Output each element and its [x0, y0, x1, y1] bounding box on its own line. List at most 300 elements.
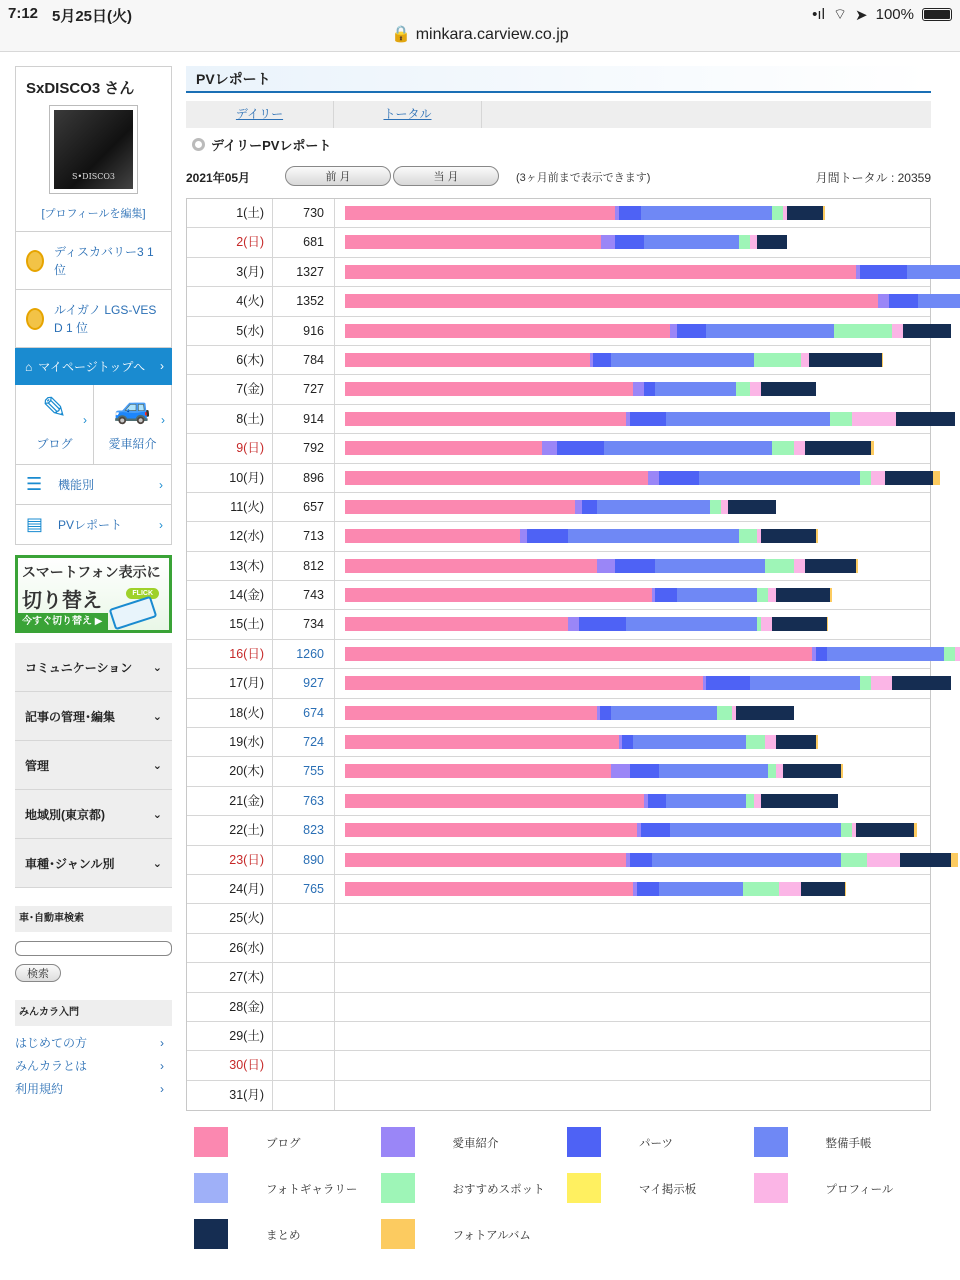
bar-segment-profile	[721, 500, 728, 514]
legend-label: 整備手帳	[825, 1138, 872, 1150]
bar-segment-summary	[783, 764, 841, 778]
bar-segment-blog	[345, 441, 542, 455]
table-row	[187, 552, 930, 581]
bar-segment-summary	[736, 706, 794, 720]
accordion-article-manage[interactable]	[15, 692, 172, 741]
bar-segment-maint	[918, 294, 960, 308]
bar-segment-spot	[830, 412, 852, 426]
bar-segment-maint	[659, 764, 769, 778]
link-label: 利用規約	[15, 1082, 64, 1096]
legend-item-album	[381, 1219, 567, 1249]
legend-swatch	[567, 1173, 601, 1203]
accordion-car-genre[interactable]	[15, 839, 172, 888]
pv-cell	[273, 934, 335, 962]
avatar[interactable]	[49, 105, 138, 194]
bar-segment-maint	[655, 559, 765, 573]
bar-segment-blog	[345, 324, 670, 338]
bar-cell	[335, 934, 930, 962]
bar-segment-spot	[739, 235, 750, 249]
bar-segment-blog	[345, 294, 878, 308]
bar-segment-blog	[345, 676, 703, 690]
table-row	[187, 375, 930, 404]
bar-segment-summary	[772, 617, 827, 631]
bar-segment-maint	[641, 206, 772, 220]
bar-segment-parts	[648, 794, 666, 808]
bar-segment-blog	[345, 412, 626, 426]
sidebar-accordion	[15, 643, 172, 888]
rank-line: D 1 位	[54, 320, 89, 335]
bar-segment-maint	[644, 235, 739, 249]
bar-cell	[335, 258, 930, 286]
bar-segment-summary	[801, 882, 845, 896]
bar-segment-summary	[892, 676, 950, 690]
bar-cell	[335, 757, 930, 785]
pv-cell: 1352	[273, 287, 335, 315]
legend-item-profile	[754, 1173, 940, 1203]
bar-segment-blog	[345, 235, 601, 249]
menu-functions[interactable]	[15, 465, 172, 505]
date-cell: 10(月)	[187, 464, 273, 492]
home-icon: ⌂	[25, 359, 33, 374]
bar-segment-maint	[666, 794, 746, 808]
daily-heading-text: デイリーPVレポート	[211, 137, 332, 153]
bar-segment-profile	[776, 764, 783, 778]
list-icon: ☰	[26, 474, 43, 494]
table-row	[187, 287, 930, 316]
battery-icon	[922, 8, 952, 21]
table-row	[187, 522, 930, 551]
profile-box	[15, 66, 172, 232]
bar-segment-blog	[345, 353, 590, 367]
bar-segment-car	[575, 500, 582, 514]
legend-swatch	[567, 1127, 601, 1157]
pv-cell	[273, 1081, 335, 1110]
bar-segment-profile	[761, 617, 772, 631]
bar-segment-album	[816, 735, 818, 749]
bar-segment-summary	[805, 441, 871, 455]
bar-segment-album	[827, 617, 828, 631]
avatar-image	[54, 110, 133, 189]
date-cell: 6(木)	[187, 346, 273, 374]
status-time: 7:12	[8, 5, 39, 22]
bar-segment-blog	[345, 206, 615, 220]
table-row	[187, 757, 930, 786]
bar-segment-car	[520, 529, 527, 543]
pv-cell: 914	[273, 405, 335, 433]
radio-icon	[192, 138, 205, 151]
status-indicators	[812, 5, 952, 24]
bar-cell	[335, 405, 930, 433]
bar-segment-album	[823, 206, 825, 220]
bar-cell	[335, 346, 930, 374]
pv-cell	[273, 1022, 335, 1050]
bar-segment-summary	[856, 823, 914, 837]
pv-cell: 681	[273, 228, 335, 256]
chevron-right-icon: ›	[160, 1036, 164, 1050]
bar-segment-blog	[345, 382, 633, 396]
table-row	[187, 728, 930, 757]
car-search-button[interactable]: 検索	[15, 964, 61, 982]
chevron-down-icon: ⌄	[152, 710, 162, 723]
legend-swatch	[381, 1173, 415, 1203]
pv-cell[interactable]: 763	[273, 787, 335, 815]
bar-segment-blog	[345, 529, 520, 543]
bar-segment-parts	[641, 823, 670, 837]
pv-cell[interactable]: 890	[273, 846, 335, 874]
legend-swatch	[754, 1173, 788, 1203]
pv-bar	[345, 353, 883, 367]
accordion-region[interactable]	[15, 790, 172, 839]
bar-segment-parts	[644, 382, 655, 396]
range-note: (3ヶ月前まで表示できます)	[516, 172, 651, 184]
pv-cell	[273, 1051, 335, 1079]
chevron-right-icon: ›	[160, 1059, 164, 1073]
table-row	[187, 993, 930, 1022]
bar-segment-parts	[677, 324, 706, 338]
bar-segment-profile	[871, 471, 886, 485]
bar-segment-car	[611, 764, 629, 778]
bar-cell	[335, 1081, 930, 1110]
bar-segment-summary	[761, 794, 838, 808]
address-bar[interactable]	[0, 24, 960, 44]
bar-segment-maint	[659, 882, 743, 896]
legend-item-board	[567, 1173, 753, 1203]
pv-cell: 896	[273, 464, 335, 492]
bar-segment-car	[542, 441, 557, 455]
bar-segment-blog	[345, 647, 812, 661]
smartphone-switch-banner[interactable]	[15, 555, 172, 633]
bar-cell	[335, 875, 930, 903]
bar-segment-maint	[706, 324, 834, 338]
pv-cell: 916	[273, 317, 335, 345]
daily-report-heading	[186, 134, 931, 154]
table-row	[187, 405, 930, 434]
tile-car[interactable]	[93, 385, 171, 464]
medal-icon	[26, 250, 44, 272]
pv-bar	[345, 412, 955, 426]
table-row	[187, 199, 930, 228]
bar-segment-maint	[699, 471, 860, 485]
intro-link-terms[interactable]	[15, 1078, 172, 1101]
bar-segment-maint	[907, 265, 960, 279]
bar-cell	[335, 493, 930, 521]
accordion-manage[interactable]	[15, 741, 172, 790]
intro-link-about[interactable]	[15, 1055, 172, 1078]
bar-segment-parts	[622, 735, 633, 749]
bar-segment-spot	[717, 706, 732, 720]
bar-segment-summary	[900, 853, 951, 867]
bar-segment-album	[856, 559, 858, 573]
bar-segment-spot	[739, 529, 757, 543]
mypage-label: マイページトップへ	[38, 360, 146, 374]
chevron-right-icon: ›	[83, 413, 87, 427]
pv-cell: 1327	[273, 258, 335, 286]
edit-profile-link[interactable]: [プロフィールを編集]	[41, 208, 146, 220]
bar-segment-spot	[768, 764, 775, 778]
bar-segment-spot	[746, 735, 764, 749]
bar-segment-maint	[568, 529, 740, 543]
chevron-down-icon: ⌄	[152, 759, 162, 772]
battery-percent: 100%	[875, 6, 914, 23]
bar-segment-parts	[630, 853, 652, 867]
bar-segment-blog	[345, 588, 652, 602]
pv-bar	[345, 235, 787, 249]
date-cell: 14(金)	[187, 581, 273, 609]
bar-segment-profile	[754, 794, 761, 808]
legend-item-blog	[194, 1127, 380, 1157]
bar-cell	[335, 375, 930, 403]
car-search-input[interactable]	[15, 941, 172, 956]
rank-line: 位	[54, 262, 67, 277]
bar-segment-blog	[345, 706, 597, 720]
bar-segment-parts	[637, 882, 659, 896]
bar-segment-blog	[345, 764, 611, 778]
bar-segment-maint	[611, 706, 717, 720]
pv-cell[interactable]: 765	[273, 875, 335, 903]
pv-bar	[345, 823, 917, 837]
page-title: PVレポート	[186, 66, 931, 93]
pv-cell: 743	[273, 581, 335, 609]
bar-segment-album	[914, 823, 916, 837]
date-cell: 2(日)	[187, 228, 273, 256]
bar-segment-blog	[345, 823, 637, 837]
date-cell: 27(木)	[187, 963, 273, 991]
bar-segment-spot	[754, 353, 801, 367]
accordion-label: 管理	[25, 758, 50, 773]
legend-item-car	[381, 1127, 567, 1157]
legend-label: 愛車紹介	[452, 1138, 499, 1150]
bar-cell	[335, 669, 930, 697]
bar-cell	[335, 846, 930, 874]
bar-segment-spot	[746, 794, 753, 808]
bar-cell	[335, 522, 930, 550]
bar-segment-blog	[345, 617, 568, 631]
date-cell: 15(土)	[187, 610, 273, 638]
wifi-icon: ⌔	[832, 6, 848, 23]
bar-segment-spot	[841, 823, 852, 837]
bar-cell	[335, 1022, 930, 1050]
bar-segment-spot	[772, 441, 794, 455]
table-row	[187, 875, 930, 904]
legend-label: プロフィール	[825, 1184, 894, 1196]
bar-segment-album	[830, 588, 831, 602]
avatar-caption: S•DISCO3	[71, 172, 116, 181]
rank-text	[54, 243, 154, 279]
table-row	[187, 1081, 930, 1110]
banner-line2: 切り替え	[22, 590, 102, 612]
chevron-down-icon: ⌄	[152, 857, 162, 870]
intro-links	[15, 1032, 172, 1101]
bar-segment-car	[648, 471, 659, 485]
chevron-right-icon: ›	[160, 359, 164, 373]
lock-icon: 🔒	[391, 26, 412, 43]
rank-line: ディスカバリー3 1	[54, 244, 154, 259]
bar-cell	[335, 581, 930, 609]
location-icon: ➤	[855, 6, 868, 24]
bar-segment-profile	[852, 412, 896, 426]
table-row	[187, 904, 930, 933]
bar-cell	[335, 287, 930, 315]
bar-segment-spot	[841, 853, 867, 867]
car-search-heading: 車･自動車検索	[15, 906, 172, 932]
pv-bar	[345, 324, 951, 338]
table-row	[187, 464, 930, 493]
rank-item-discovery[interactable]	[15, 232, 172, 290]
table-row	[187, 934, 930, 963]
bar-segment-profile	[955, 647, 960, 661]
bar-segment-maint	[666, 412, 830, 426]
bar-segment-maint	[670, 823, 842, 837]
pv-bar	[345, 882, 846, 896]
bar-cell	[335, 963, 930, 991]
bar-segment-album	[841, 764, 842, 778]
pv-cell[interactable]: 1260	[273, 640, 335, 668]
prev-month-button[interactable]: 前 月	[285, 166, 391, 186]
pv-bar	[345, 529, 818, 543]
bar-segment-spot	[743, 882, 780, 896]
menu-pv-report[interactable]	[15, 505, 172, 545]
legend-swatch	[381, 1219, 415, 1249]
bar-segment-car	[601, 235, 616, 249]
sidebar	[15, 66, 172, 1101]
bar-segment-profile	[768, 588, 775, 602]
bar-segment-profile	[867, 853, 900, 867]
bar-segment-summary	[903, 324, 950, 338]
legend-label: マイ掲示板	[639, 1184, 697, 1196]
date-cell: 29(土)	[187, 1022, 273, 1050]
pv-cell: 730	[273, 199, 335, 227]
chevron-down-icon: ⌄	[152, 661, 162, 674]
intro-link-first-time[interactable]	[15, 1032, 172, 1055]
bar-segment-parts	[630, 764, 659, 778]
table-row	[187, 816, 930, 845]
status-bar	[0, 0, 960, 52]
bar-segment-parts	[557, 441, 604, 455]
tile-row	[15, 385, 172, 465]
bar-segment-car	[568, 617, 579, 631]
main-content	[186, 66, 931, 1242]
pv-cell: 792	[273, 434, 335, 462]
bar-segment-spot	[860, 471, 871, 485]
bar-segment-parts	[619, 206, 641, 220]
menu-label: 機能別	[58, 478, 95, 492]
bar-segment-summary	[776, 588, 831, 602]
bar-cell	[335, 317, 930, 345]
chevron-right-icon: ›	[161, 413, 165, 427]
bar-segment-profile	[794, 441, 805, 455]
pv-cell[interactable]: 724	[273, 728, 335, 756]
table-row	[187, 493, 930, 522]
bar-segment-parts	[579, 617, 626, 631]
current-month-button[interactable]: 当 月	[393, 166, 499, 186]
date-cell: 3(月)	[187, 258, 273, 286]
bar-segment-profile	[892, 324, 903, 338]
rank-item-louisgarneau[interactable]	[15, 290, 172, 348]
bar-segment-parts	[527, 529, 567, 543]
bar-segment-car	[597, 559, 615, 573]
bar-segment-parts	[659, 471, 699, 485]
pv-bar	[345, 265, 960, 279]
table-row	[187, 669, 930, 698]
tab-total[interactable]: トータル	[334, 101, 482, 128]
bar-segment-car	[670, 324, 677, 338]
bar-segment-parts	[706, 676, 750, 690]
mypage-top-button[interactable]	[15, 348, 172, 385]
bar-segment-spot	[944, 647, 955, 661]
pv-cell: 657	[273, 493, 335, 521]
pv-bar	[345, 382, 816, 396]
chevron-right-icon: ›	[159, 477, 163, 492]
bar-segment-spot	[710, 500, 721, 514]
pv-bar	[345, 647, 960, 661]
bar-segment-car	[878, 294, 889, 308]
pv-cell[interactable]: 927	[273, 669, 335, 697]
accordion-communication[interactable]	[15, 643, 172, 692]
pv-bar	[345, 588, 832, 602]
pv-bar	[345, 617, 828, 631]
pv-bar	[345, 764, 843, 778]
legend-label: パーツ	[639, 1138, 674, 1150]
bar-cell	[335, 904, 930, 932]
bar-segment-car	[633, 382, 644, 396]
banner-flick: FLICK	[126, 588, 159, 599]
pv-cell[interactable]: 755	[273, 757, 335, 785]
bar-segment-profile	[765, 735, 776, 749]
tab-daily[interactable]: デイリー	[186, 101, 334, 128]
date-cell: 13(木)	[187, 552, 273, 580]
bar-segment-parts	[816, 647, 827, 661]
table-row	[187, 434, 930, 463]
table-row	[187, 317, 930, 346]
bar-segment-summary	[761, 382, 816, 396]
bar-cell	[335, 699, 930, 727]
bar-segment-blog	[345, 853, 626, 867]
pv-cell[interactable]: 674	[273, 699, 335, 727]
bar-segment-maint	[677, 588, 757, 602]
bar-segment-maint	[655, 382, 735, 396]
date-cell: 12(水)	[187, 522, 273, 550]
chevron-down-icon: ⌄	[152, 808, 162, 821]
table-row	[187, 1051, 930, 1080]
bar-cell	[335, 228, 930, 256]
rank-line: ルイガノ LGS-VES	[54, 302, 157, 317]
bar-segment-album	[871, 441, 875, 455]
table-row	[187, 1022, 930, 1051]
legend-label: おすすめスポット	[452, 1184, 545, 1196]
tile-blog[interactable]	[16, 385, 93, 464]
date-cell: 1(土)	[187, 199, 273, 227]
month-nav	[186, 166, 931, 188]
table-row	[187, 640, 930, 669]
date-cell: 20(木)	[187, 757, 273, 785]
bar-segment-parts	[615, 235, 644, 249]
bar-segment-summary	[787, 206, 824, 220]
date-cell: 8(土)	[187, 405, 273, 433]
blog-edit-icon: ✎	[41, 392, 68, 425]
legend-swatch	[194, 1127, 228, 1157]
bar-segment-spot	[765, 559, 794, 573]
bar-segment-spot	[834, 324, 892, 338]
legend-label: まとめ	[266, 1230, 301, 1242]
banner-line1: スマートフォン表示に	[22, 564, 161, 580]
pv-bar	[345, 794, 838, 808]
bar-segment-blog	[345, 500, 575, 514]
table-row	[187, 228, 930, 257]
table-row	[187, 581, 930, 610]
table-row	[187, 963, 930, 992]
pv-cell[interactable]: 823	[273, 816, 335, 844]
pv-bar	[345, 676, 951, 690]
